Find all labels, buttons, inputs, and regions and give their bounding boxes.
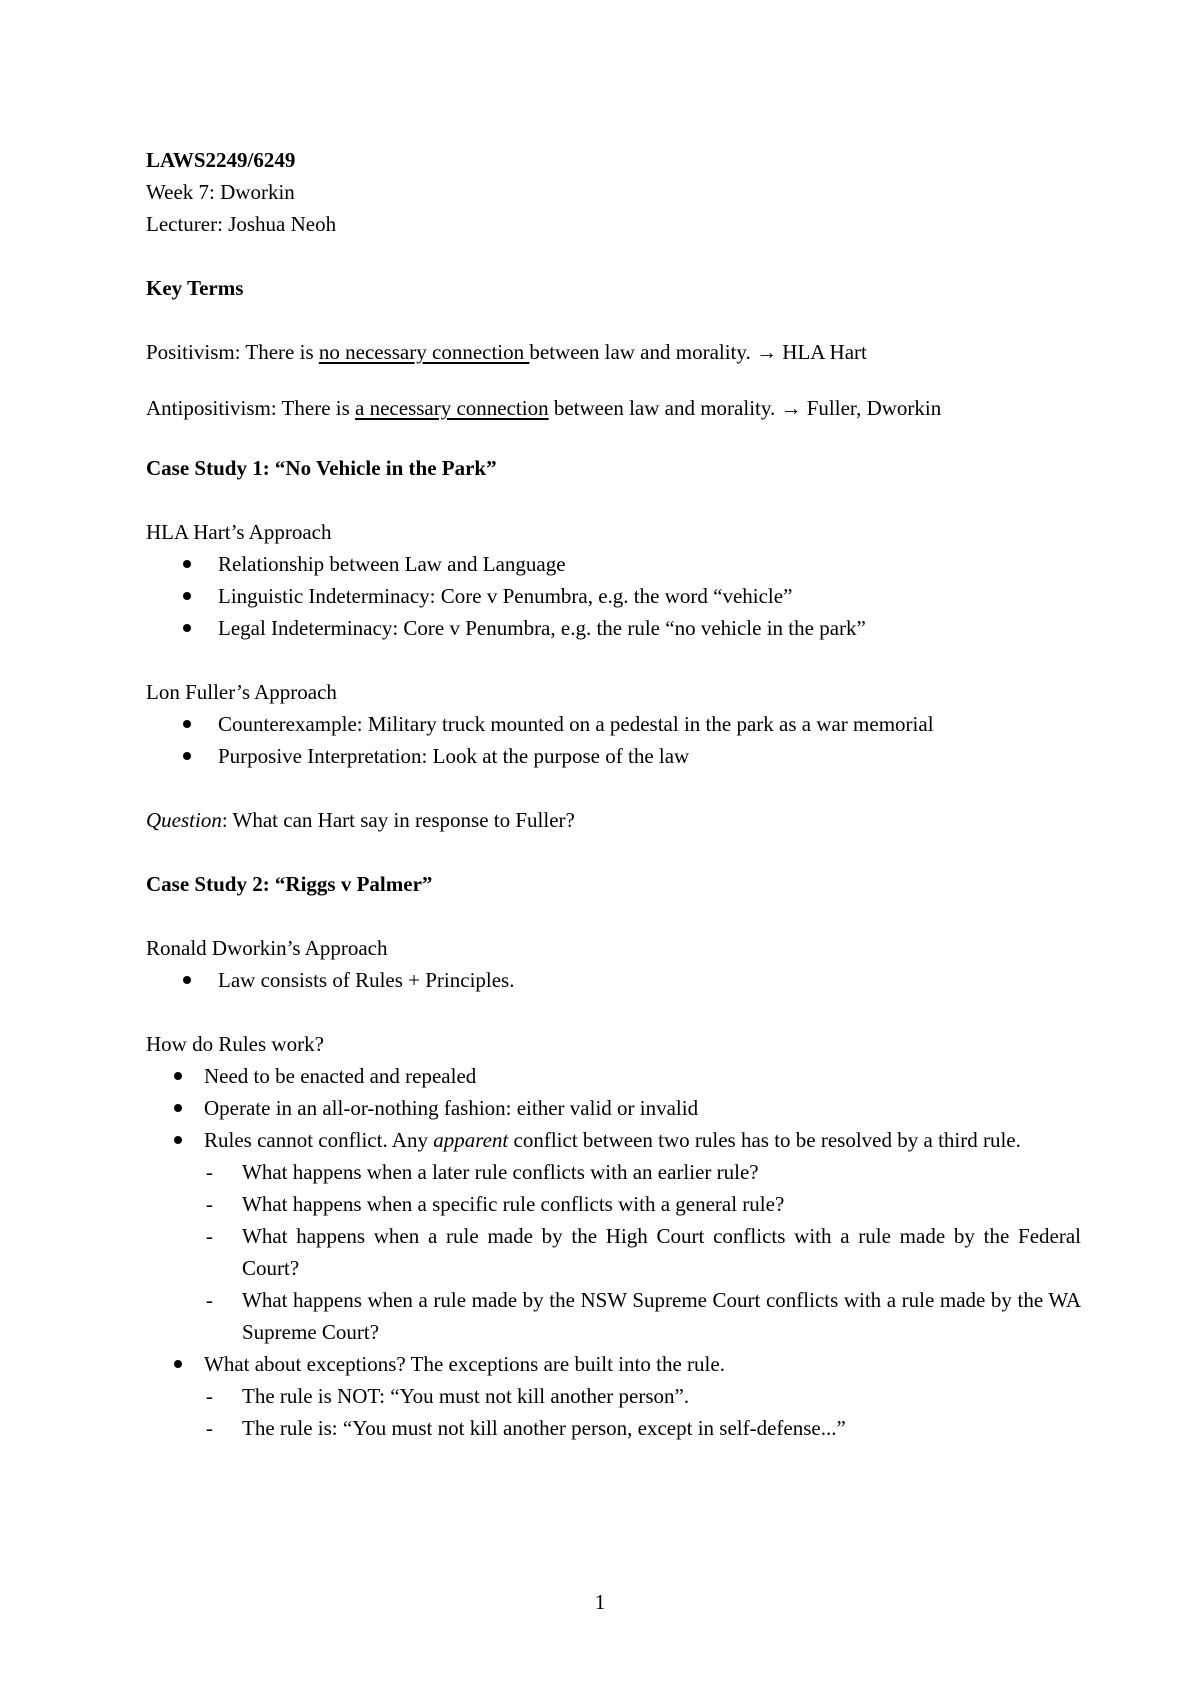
fuller-approach-title: Lon Fuller’s Approach [146, 680, 337, 704]
sub-list-item: - The rule is: “You must not kill another person, except in self-defense...” [206, 1416, 846, 1440]
list-item [146, 1348, 1081, 1444]
week-title: Week 7: Dworkin [146, 180, 295, 204]
bullet-icon [183, 720, 191, 728]
list-item: Operate in an all-or-nothing fashion: either valid or invalid [146, 1092, 1081, 1124]
list-item: Relationship between Law and Language [146, 548, 1081, 580]
bullet-icon [174, 1072, 182, 1080]
list-item: Legal Indeterminacy: Core v Penumbra, e.g. the rule “no vehicle in the park” [146, 612, 1081, 644]
antipositivism-pre: Antipositivism: There is [146, 396, 356, 420]
rules-list [146, 1060, 1081, 1444]
list-item: Need to be enacted and repealed [146, 1060, 1081, 1092]
positivism-pre: Positivism: There is [146, 340, 319, 364]
sub-list-item: - What happens when a rule made by the High Court conflicts with a rule made by the Federal Court? [206, 1224, 1081, 1280]
antipositivism-underlined: a necessary connection [355, 396, 549, 420]
bullet-icon [183, 592, 191, 600]
question-line [146, 804, 1081, 836]
antipositivism-post: between law and morality. → Fuller, Dworkin [548, 396, 942, 420]
positivism-post: between law and morality. → HLA Hart [529, 340, 867, 364]
bullet-icon [183, 624, 191, 632]
sub-list-item: - What happens when a later rule conflicts with an earlier rule? [206, 1160, 759, 1184]
exceptions-sublist [204, 1380, 1081, 1444]
sub-list-item: - What happens when a rule made by the NSW Supreme Court conflicts with a rule made by the WA Supreme Court? [206, 1288, 1081, 1344]
list-item: Counterexample: Military truck mounted on a pedestal in the park as a war memorial [146, 708, 1081, 740]
lecturer-line: Lecturer: Joshua Neoh [146, 212, 337, 236]
bullet-icon [183, 560, 191, 568]
antipositivism-definition [146, 392, 1081, 424]
list-item: Purposive Interpretation: Look at the purpose of the law [146, 740, 1081, 772]
list-item: Law consists of Rules + Principles. [146, 964, 1081, 996]
list-item [146, 1124, 1081, 1348]
sub-list-item: - The rule is NOT: “You must not kill another person”. [206, 1384, 690, 1408]
bullet-icon [183, 752, 191, 760]
exceptions-text: What about exceptions? The exceptions are built into the rule. [204, 1352, 725, 1376]
dworkin-approach-list [146, 964, 1081, 996]
hart-approach-title: HLA Hart’s Approach [146, 520, 332, 544]
case-study-2-heading: Case Study 2: “Riggs v Palmer” [146, 872, 433, 896]
case-study-1-heading: Case Study 1: “No Vehicle in the Park” [146, 456, 497, 480]
positivism-definition [146, 336, 1081, 368]
key-terms-heading: Key Terms [146, 276, 244, 300]
bullet-icon [174, 1136, 182, 1144]
hart-approach-list [146, 548, 1081, 644]
question-text: : What can Hart say in response to Fuller? [221, 808, 575, 832]
page-number: 1 [594, 1590, 606, 1614]
list-item: Linguistic Indeterminacy: Core v Penumbra, e.g. the word “vehicle” [146, 580, 1081, 612]
fuller-approach-list [146, 708, 1081, 772]
bullet-icon [174, 1104, 182, 1112]
rules-section-title: How do Rules work? [146, 1032, 324, 1056]
document-body [146, 144, 1081, 1444]
question-label: Question [146, 808, 222, 832]
dworkin-approach-title: Ronald Dworkin’s Approach [146, 936, 388, 960]
course-code: LAWS2249/6249 [146, 148, 296, 172]
rules-conflict-text: Rules cannot conflict. Any apparent conflict between two rules has to be resolved by a third rule. [204, 1128, 1021, 1152]
rules-conflict-sublist [204, 1156, 1081, 1348]
bullet-icon [174, 1360, 182, 1368]
positivism-underlined: no necessary connection [318, 340, 530, 364]
bullet-icon [183, 976, 191, 984]
sub-list-item: - What happens when a specific rule conflicts with a general rule? [206, 1192, 785, 1216]
